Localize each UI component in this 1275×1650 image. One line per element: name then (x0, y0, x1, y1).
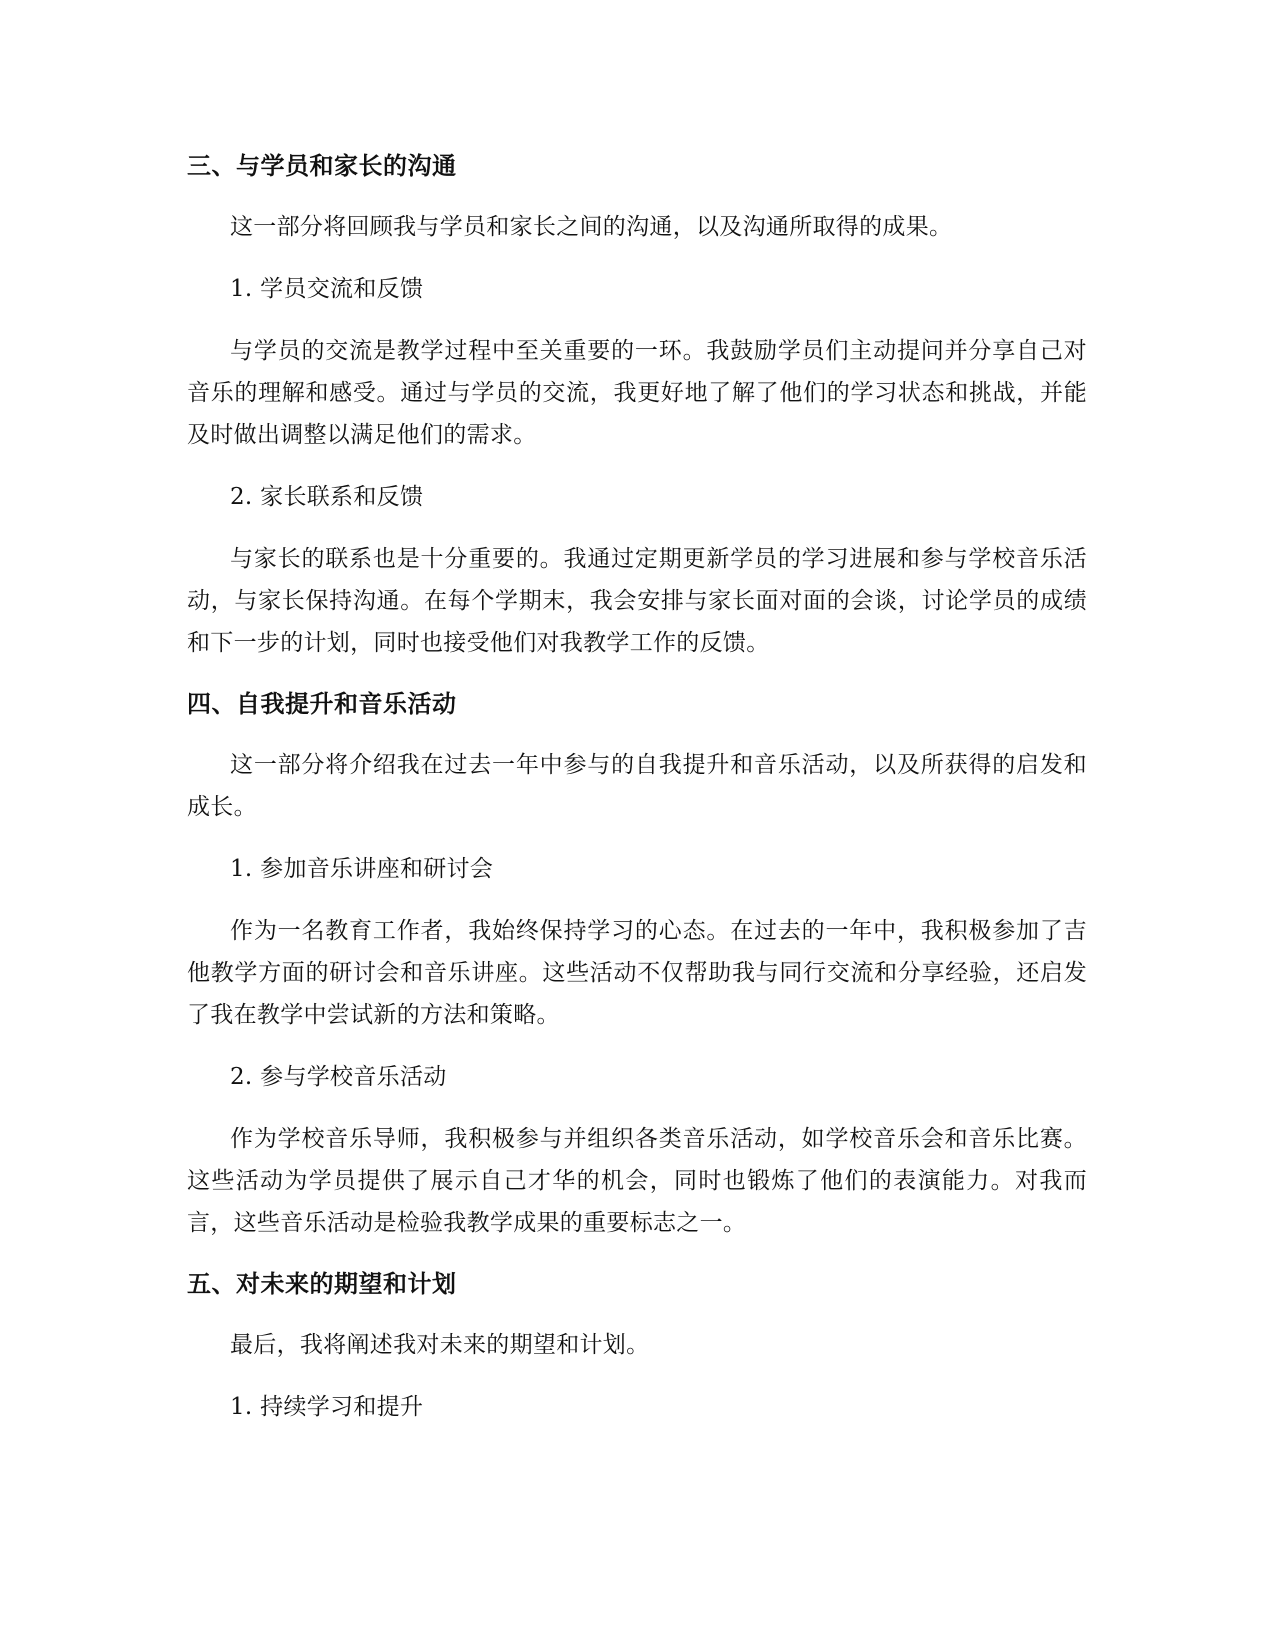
body-paragraph: 与家长的联系也是十分重要的。我通过定期更新学员的学习进展和参与学校音乐活动，与家长保持沟通。在每个学期末，我会安排与家长面对面的会谈，讨论学员的成绩和下一步的计划，同时也接受他们对我教学工作的反馈。 (187, 546, 1087, 656)
section-intro-paragraph: 这一部分将介绍我在过去一年中参与的自我提升和音乐活动，以及所获得的启发和成长。 (187, 752, 1087, 820)
subsection-title-continuous-learning: 1. 持续学习和提升 (230, 1394, 424, 1420)
section-intro-paragraph: 这一部分将回顾我与学员和家长之间的沟通，以及沟通所取得的成果。 (230, 214, 953, 240)
subsection-title-lectures: 1. 参加音乐讲座和研讨会 (230, 856, 494, 882)
section-heading-communication: 三、与学员和家长的沟通 (187, 152, 457, 180)
body-paragraph: 作为一名教育工作者，我始终保持学习的心态。在过去的一年中，我积极参加了吉他教学方面的研讨会和音乐讲座。这些活动不仅帮助我与同行交流和分享经验，还启发了我在教学中尝试新的方法和策略。 (187, 918, 1087, 1028)
body-paragraph: 与学员的交流是教学过程中至关重要的一环。我鼓励学员们主动提问并分享自己对音乐的理解和感受。通过与学员的交流，我更好地了解了他们的学习状态和挑战，并能及时做出调整以满足他们的需求。 (187, 338, 1087, 448)
body-paragraph: 作为学校音乐导师，我积极参与并组织各类音乐活动，如学校音乐会和音乐比赛。这些活动为学员提供了展示自己才华的机会，同时也锻炼了他们的表演能力。对我而言，这些音乐活动是检验我教学成果的重要标志之一。 (187, 1126, 1087, 1236)
subsection-title-parent-feedback: 2. 家长联系和反馈 (230, 484, 424, 510)
section-heading-self-improvement: 四、自我提升和音乐活动 (187, 690, 457, 718)
subsection-title-school-activities: 2. 参与学校音乐活动 (230, 1064, 447, 1090)
section-intro-paragraph: 最后，我将阐述我对未来的期望和计划。 (230, 1332, 650, 1358)
section-heading-future-plans: 五、对未来的期望和计划 (187, 1270, 457, 1298)
subsection-title-student-feedback: 1. 学员交流和反馈 (230, 276, 424, 302)
document-content (187, 146, 1087, 1448)
